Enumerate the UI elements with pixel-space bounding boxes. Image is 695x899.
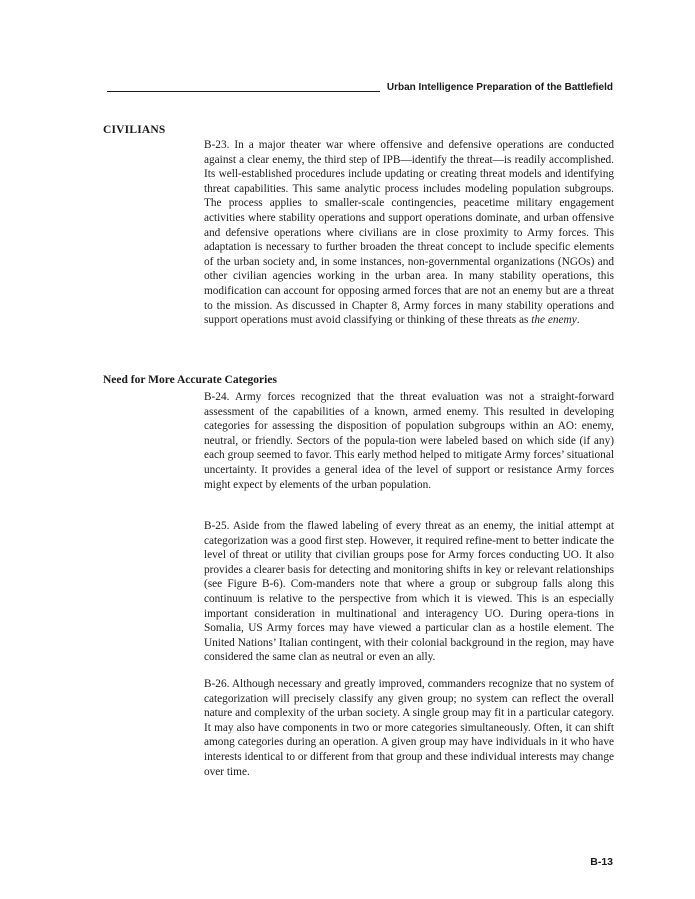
paragraph-b-23-text: B-23. In a major theater war where offensive and defensive operations are conducted against a clear enemy, the third step of IPB—identify the threat—is readily accomplished. Its well-established procedures include updating or creating threat models and identifying threat capabilities. This same analytic process includes modeling population subgroups. The process applies to smaller-scale contingencies, peacetime military engagement activities where stability operations and support operations dominate, and urban offensive and defensive operations where civilians are in close proximity to Army forces. This adaptation is necessary to further broaden the threat concept to include specific elements of the urban society and, in some instances, non-governmental organizations (NGOs) and other civilian agencies working in the urban area. In many stability operations, this modification can account for opposing armed forces that are not an enemy but are a threat to the mission. As discussed in Chapter 8, Army forces in many stability operations and support operations must avoid classifying or thinking of these threats as [204,139,614,327]
running-header-title: Urban Intelligence Preparation of the Battlefield [386,82,613,93]
paragraph-b-24: B-24. Army forces recognized that the threat evaluation was not a straight-forward assessment of the capabilities of a known, armed enemy. This resulted in developing categories for assessing the disposition of population subgroups within an AO: enemy, neutral, or friendly. Sectors of the popula-tion were labeled based on which side (if any) each group seemed to favor. This early method helped to mitigate Army forces’ situational uncertainty. It provides a general idea of the level of support or resistance Army forces might expect by elements of the urban population. [204,391,614,491]
paragraph-b-23-emphasis: the enemy [531,314,577,327]
section-heading-civilians: CIVILIANS [103,124,166,136]
page-number: B-13 [590,856,613,868]
section-heading-accurate-categories: Need for More Accurate Categories [103,374,277,386]
paragraph-b-23-end: . [576,314,580,327]
header-rule [107,91,380,92]
paragraph-b-23 [204,138,614,328]
paragraph-b-25: B-25. Aside from the flawed labeling of every threat as an enemy, the initial attempt at categorization was a good first step. However, it required refine-ment to better indicate the level of threat or utility that civilian groups pose for Army forces conducting UO. It also provides a clearer basis for detecting and monitoring shifts in key or relevant relationships (see Figure B-6). Com-manders note that where a group or subgroup falls along this continuum is relative to the perspective from which it is viewed. This is an especially important consideration in multinational and interagency UO. During opera-tions in Somalia, US Army forces may have viewed a particular clan as a hostile element. The United Nations’ Italian contingent, with their colonial background in the region, may have considered the same clan as neutral or even an ally. [204,520,614,664]
paragraph-b-26: B-26. Although necessary and greatly improved, commanders recognize that no system of categorization will precisely classify any given group; no system can reflect the overall nature and complexity of the urban society. A single group may fit in a particular category. It may also have components in two or more categories simultaneously. Often, it can shift among categories during an operation. A given group may have individuals in it who have interests identical to or different from that group and these individual interests may change over time. [204,678,614,778]
